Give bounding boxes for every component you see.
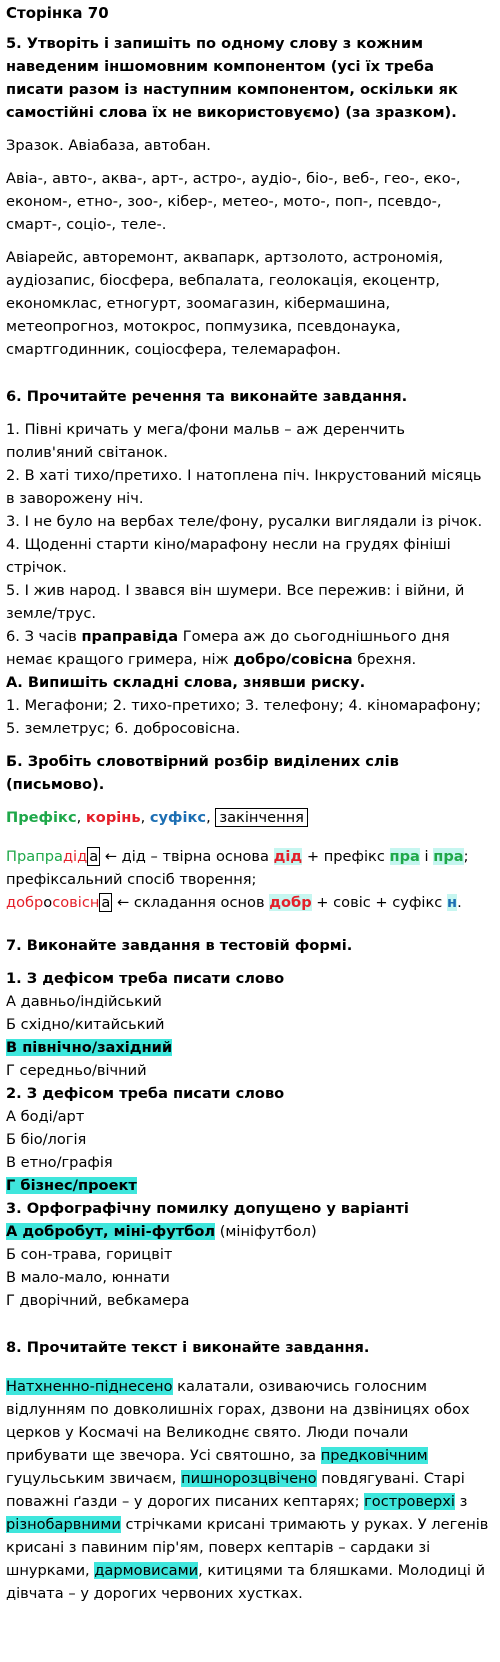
q3-option-d: Г дворічний, вебкамера <box>6 1292 190 1309</box>
w2-root-1: добр <box>6 894 44 911</box>
w1-prefix-mark-2: пра <box>433 848 464 865</box>
legend-ending: закінчення <box>215 808 308 827</box>
w1-text-1: ← дід – твірна основа <box>100 848 274 865</box>
q3-correction-note: (мініфутбол) <box>215 1223 317 1240</box>
q3-correct-answer: А добробут, міні-футбол <box>6 1223 216 1240</box>
w2-text-3: . <box>457 894 462 911</box>
q1-correct-answer: В північно/західний <box>6 1039 173 1056</box>
word-parse-1-line-2: префіксальний спосіб творення; <box>6 871 257 888</box>
q1-option-d: Г середньо/вічний <box>6 1062 147 1079</box>
ex8-text-10: стрічками крисані тримають у руках. У легенів крисані з павиним пір'ям, поверх кептарів – сардаки зі шнурками, <box>6 1516 489 1579</box>
word-parse-1 <box>6 845 494 868</box>
ex6-sentence-3: 3. І не було на вербах теле/фону, русалки виглядали із річок. <box>6 513 483 530</box>
w2-root-mark: добр <box>269 894 312 911</box>
w2-text-1: ← складання основ <box>112 894 270 911</box>
ex6-task-a: А. Випишіть складні слова, знявши риску. <box>6 674 366 691</box>
highlighted-word-1: праправіда <box>81 628 179 645</box>
ex6-sentence-2: 2. В хаті тихо/претихо. І натоплена піч. Інкрустований місяць в заворожену ніч. <box>6 467 482 507</box>
q3-option-a <box>6 1220 494 1243</box>
ex8-highlight-6: дармовисами <box>94 1562 199 1579</box>
ex6-sentence-5: 5. І жив народ. І звався він шумери. Все пережив: і війни, й земле/трус. <box>6 582 465 622</box>
ex7-q2: 2. З дефісом треба писати слово <box>6 1085 285 1102</box>
ex8-text <box>6 1375 494 1605</box>
ex5-sample: Зразок. Авіабаза, автобан. <box>6 137 211 154</box>
w1-text-2: + префікс <box>302 848 390 865</box>
ex7-q3: 3. Орфографічну помилку допущено у варіанті <box>6 1200 409 1217</box>
s6-mid: Гомера аж до сьогоднішнього дня немає кращого гримера, ніж <box>6 628 450 668</box>
w1-text-3: і <box>419 848 434 865</box>
w2-linker: о <box>43 894 53 911</box>
q3-option-c: В мало-мало, юннати <box>6 1269 170 1286</box>
ex8-text-6: повдягувані. Старі поважні ґазди – у дорогих писаних кептарях; <box>6 1470 465 1510</box>
w2-suffix-mark: н <box>446 894 458 911</box>
w1-prefix-2: пра <box>35 848 63 865</box>
w2-ending: а <box>101 894 111 911</box>
ex8-highlight-2: предковічним <box>320 1447 428 1464</box>
w1-prefix-mark-1: пра <box>389 848 420 865</box>
w1-root: дід <box>62 848 88 865</box>
q2-option-c: В етно/графія <box>6 1154 113 1171</box>
s6-pre: 6. З часів <box>6 628 82 645</box>
ex8-text-4: гуцульським звичаєм, <box>6 1470 182 1487</box>
ex6-sentence-4: 4. Щоденні старти кіно/марафону несли на грудях фініші стрічок. <box>6 536 451 576</box>
ex7-q1: 1. З дефісом треба писати слово <box>6 970 285 987</box>
q3-option-b: Б сон-трава, горицвіт <box>6 1246 173 1263</box>
q1-option-b: Б східно/китайський <box>6 1016 165 1033</box>
q2-option-d <box>6 1174 494 1197</box>
page-title: Сторінка 70 <box>6 4 109 22</box>
legend-sep-1: , <box>76 809 86 826</box>
w1-text-4: ; <box>463 848 469 865</box>
ex5-task: 5. Утворіть і запишіть по одному слову з кожним наведеним іншомовним компонентом (усі їх треба писати разом із наступним компонентом, оскільки як самостійні слова їх не використовуємо) (за зразком). <box>6 35 458 121</box>
ex8-text-12: , китицями та бляшками. Молодиці й дівчата – у дорогих червоних хустках. <box>6 1562 486 1602</box>
s6-post: брехня. <box>352 651 417 668</box>
ex8-text-8: з <box>455 1493 468 1510</box>
ex6-answer-a: 1. Мегафони; 2. тихо-претихо; 3. телефону; 4. кіномарафону; 5. землетрус; 6. добросовісна. <box>6 697 482 737</box>
ex6-sentences <box>6 418 494 671</box>
ex8-highlight-1: Натхненно-піднесено <box>6 1378 173 1395</box>
ex8-task: 8. Прочитайте текст і виконайте завдання. <box>6 1339 370 1356</box>
w1-prefix-1: Пра <box>6 848 36 865</box>
ex6-task: 6. Прочитайте речення та виконайте завдання. <box>6 388 408 405</box>
word-parse-2 <box>6 891 494 914</box>
q2-option-b: Б біо/логія <box>6 1131 87 1148</box>
ex5-components: Авіа-, авто-, аква-, арт-, астро-, аудіо-, біо-, веб-, гео-, еко-, економ-, етно-, зоо-, кібер-, метео-, мото-, поп-, псевдо-, смарт-, соціо-, теле-. <box>6 170 461 233</box>
w1-root-mark: дід <box>273 848 303 865</box>
legend-prefix: Префікс <box>6 809 77 826</box>
ex8-highlight-5: різнобарвними <box>6 1516 121 1533</box>
ex6-task-b: Б. Зробіть словотвірний розбір виділених слів (письмово). <box>6 753 399 793</box>
highlighted-word-2: добро/совісна <box>233 651 353 668</box>
ex6-sentence-1: 1. Півні кричать у мега/фони мальв – аж деренчить полив'яний світанок. <box>6 421 406 461</box>
legend-root: корінь <box>85 809 141 826</box>
q1-option-c <box>6 1036 494 1059</box>
q2-option-a: А боді/арт <box>6 1108 85 1125</box>
w2-text-2: + совіс + суфікс <box>311 894 447 911</box>
w1-ending: а <box>89 848 99 865</box>
ex8-text-2: калатали, озиваючись голосним відлунням по довколишніх горах, дзвони на дзвіницях обох церков у Космачі на Великоднє свято. Люди почали прибувати ще звечора. Усі святошно, за <box>6 1378 470 1464</box>
q2-correct-answer: Г бізнес/проект <box>6 1177 137 1194</box>
ex5-answer: Авіарейс, авторемонт, аквапарк, артзолото, астрономія, аудіозапис, біосфера, вебпалата, геолокація, екоцентр, економклас, етногурт, зоомагазин, кібермашина, метеопрогноз, мотокрос, попмузика, псевдонаука, смартгодинник, соціосфера, телемарафон. <box>6 249 444 358</box>
legend-sep-2: , <box>140 809 150 826</box>
ex6-sentence-6 <box>6 625 494 671</box>
legend-suffix: суфікс <box>149 809 207 826</box>
ex8-highlight-4: гостроверхі <box>364 1493 455 1510</box>
ex7-task: 7. Виконайте завдання в тестовій формі. <box>6 937 353 954</box>
w2-root-2: совісн <box>52 894 100 911</box>
q1-option-a: А давньо/індійський <box>6 993 162 1010</box>
morpheme-legend <box>6 806 494 829</box>
ex8-highlight-3: пишнорозцвічено <box>181 1470 317 1487</box>
legend-sep-3: , <box>206 809 216 826</box>
